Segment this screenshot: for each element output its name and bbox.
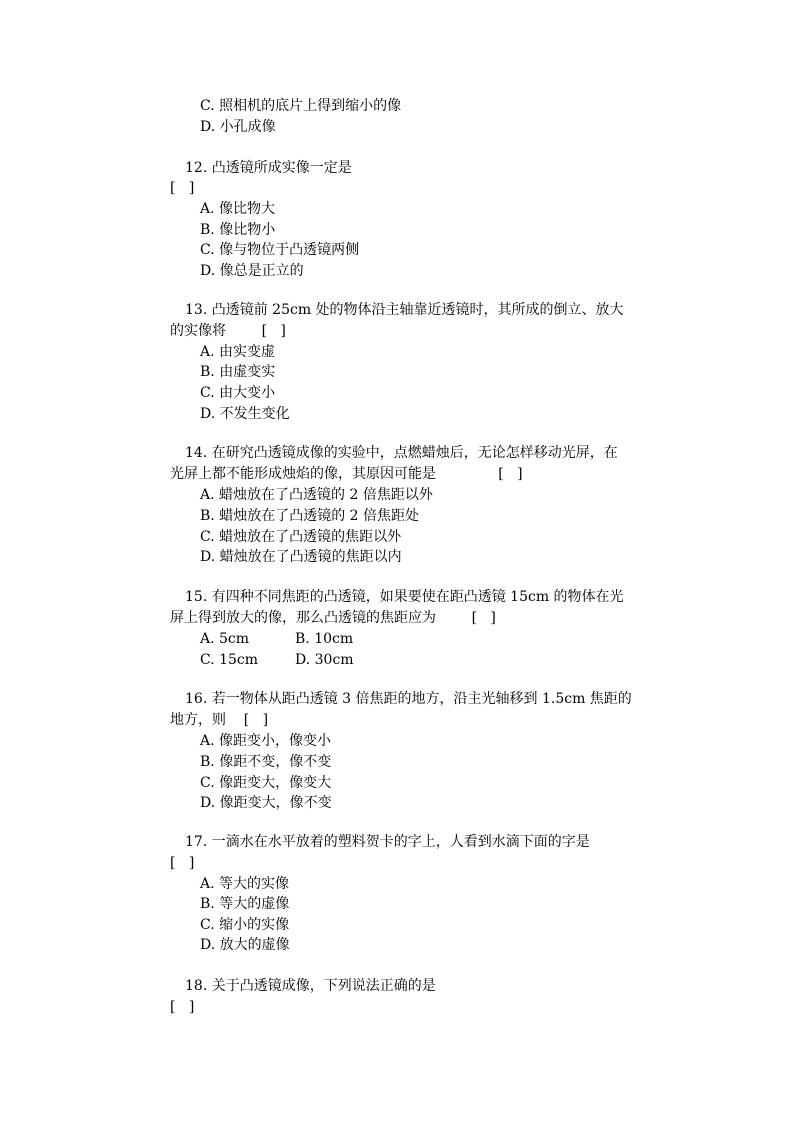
question-16-option-c: C. 像距变大，像变大 bbox=[200, 775, 332, 791]
question-13-option-c: C. 由大变小 bbox=[200, 385, 276, 401]
question-12-option-d: D. 像总是正立的 bbox=[200, 263, 304, 279]
question-14-stem: 14. 在研究凸透镜成像的实验中，点燃蜡烛后，无论怎样移动光屏，在 bbox=[185, 445, 618, 461]
question-13-option-a: A. 由实变虚 bbox=[200, 344, 276, 360]
question-17-option-d: D. 放大的虚像 bbox=[200, 937, 290, 953]
question-15-options-row-1 bbox=[200, 629, 353, 650]
question-13-stem: 13. 凸透镜前 25cm 处的物体沿主轴靠近透镜时，其所成的倒立、放大 bbox=[185, 302, 624, 318]
question-14-stem-cont: 光屏上都不能形成烛焰的像，其原因可能是 [ ] bbox=[170, 466, 523, 482]
question-14-option-b: B. 蜡烛放在了凸透镜的 2 倍焦距处 bbox=[200, 508, 419, 524]
carryover-option-c: C. 照相机的底片上得到缩小的像 bbox=[200, 98, 402, 114]
question-17-option-a: A. 等大的实像 bbox=[200, 876, 290, 892]
question-16-stem: 16. 若一物体从距凸透镜 3 倍焦距的地方，沿主光轴移到 1.5cm 焦距的 bbox=[185, 691, 632, 707]
question-15-stem: 15. 有四种不同焦距的凸透镜，如果要使在距凸透镜 15cm 的物体在光 bbox=[185, 589, 624, 605]
question-12-option-b: B. 像比物小 bbox=[200, 222, 276, 238]
question-15-option-b: B. 10cm bbox=[295, 631, 354, 647]
question-18-bracket: [ ] bbox=[170, 999, 195, 1015]
question-16-option-d: D. 像距变大，像不变 bbox=[200, 795, 332, 811]
question-15-options-row-2 bbox=[200, 650, 354, 671]
question-14-option-c: C. 蜡烛放在了凸透镜的焦距以外 bbox=[200, 529, 402, 545]
question-17-option-c: C. 缩小的实像 bbox=[200, 917, 290, 933]
carryover-option-d: D. 小孔成像 bbox=[200, 119, 276, 135]
question-16-option-b: B. 像距不变，像不变 bbox=[200, 754, 332, 770]
question-17-option-b: B. 等大的虚像 bbox=[200, 896, 290, 912]
question-12-bracket: [ ] bbox=[170, 180, 195, 196]
question-15-option-d: D. 30cm bbox=[295, 652, 354, 668]
question-12-stem: 12. 凸透镜所成实像一定是 bbox=[185, 160, 352, 176]
question-13-stem-cont: 的实像将 [ ] bbox=[170, 323, 286, 339]
question-14-option-d: D. 蜡烛放在了凸透镜的焦距以内 bbox=[200, 549, 402, 565]
question-13-option-d: D. 不发生变化 bbox=[200, 406, 290, 422]
question-16-stem-cont: 地方，则 [ ] bbox=[170, 712, 269, 728]
question-13-option-b: B. 由虚变实 bbox=[200, 364, 276, 380]
question-12-option-a: A. 像比物大 bbox=[200, 201, 276, 217]
question-18-stem: 18. 关于凸透镜成像，下列说法正确的是 bbox=[185, 978, 436, 994]
question-16-option-a: A. 像距变小，像变小 bbox=[200, 733, 332, 749]
question-17-bracket: [ ] bbox=[170, 855, 195, 871]
question-12-option-c: C. 像与物位于凸透镜两侧 bbox=[200, 242, 360, 258]
question-15-option-a: A. 5cm bbox=[200, 631, 250, 647]
question-15-option-c: C. 15cm bbox=[200, 652, 259, 668]
question-17-stem: 17. 一滴水在水平放着的塑料贺卡的字上，人看到水滴下面的字是 bbox=[185, 834, 590, 850]
question-15-stem-cont: 屏上得到放大的像，那么凸透镜的焦距应为 [ ] bbox=[170, 610, 496, 626]
question-14-option-a: A. 蜡烛放在了凸透镜的 2 倍焦距以外 bbox=[200, 487, 433, 503]
